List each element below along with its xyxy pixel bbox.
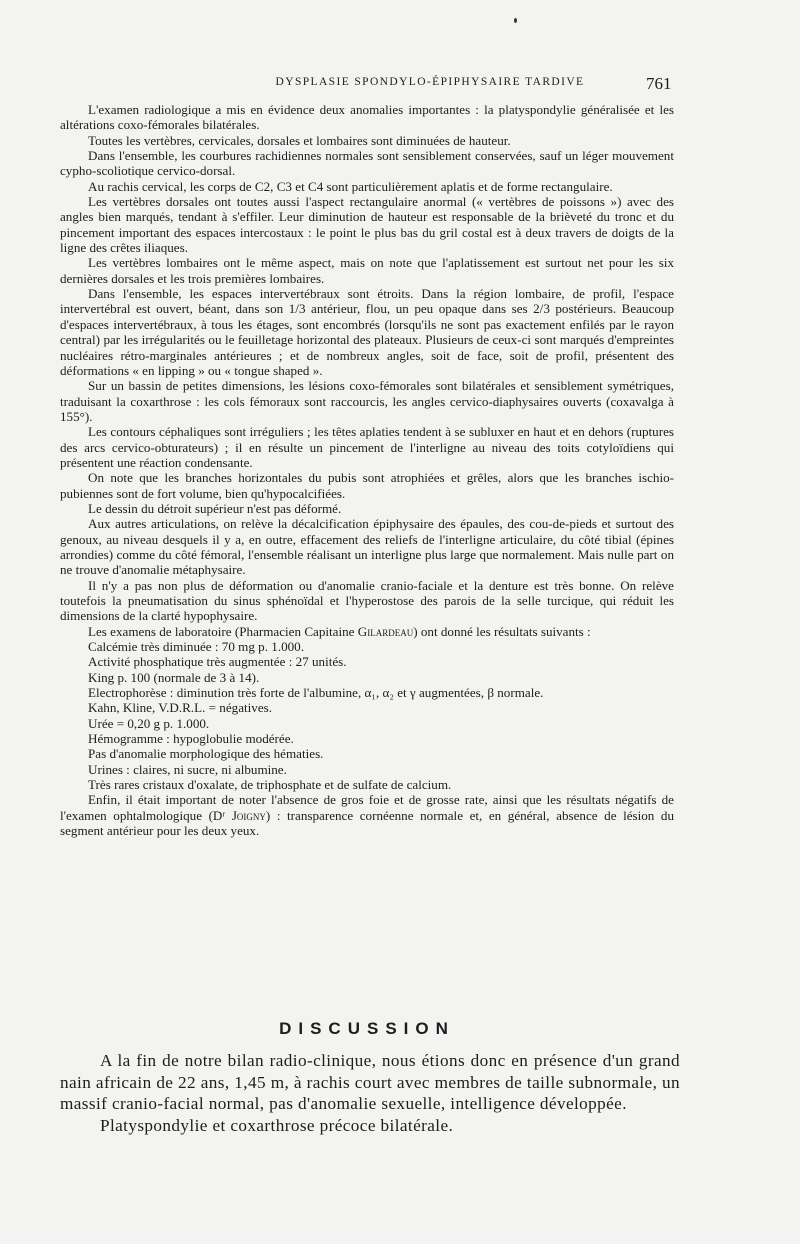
text-run: ) : transparence cornéenne normale et, en général, absence de lésion du segment antérieur pour les deux yeux. <box>60 807 674 839</box>
author-name: Gilardeau <box>357 623 414 639</box>
paragraph: Toutes les vertèbres, cervicales, dorsales et lombaires sont diminuées de hauteur. <box>88 132 511 148</box>
paragraph <box>60 792 674 838</box>
lab-result: Calcémie très diminuée : 70 mg p. 1.000. <box>88 639 305 655</box>
running-header: DYSPLASIE SPONDYLO-ÉPIPHYSAIRE TARDIVE <box>275 76 585 88</box>
discussion-body <box>60 1050 680 1136</box>
lab-result: Pas d'anomalie morphologique des hématies. <box>88 746 324 762</box>
paragraph: Aux autres articulations, on relève la décalcification épiphysaire des épaules, des cou-de-pieds et surtout des genoux, au niveau desquels il y a, en outre, effacement des reliefs de l'interligne articulaire, du côté tibial (épines arrondies) comme du côté fémoral, l'ensemble réalisant un interligne plus large que normalement. Mais nulle part on ne trouve d'anomalie métaphysaire. <box>60 516 674 578</box>
paragraph: Les contours céphaliques sont irréguliers ; les têtes aplaties tendent à se subluxer en haut et en dehors (ruptures des arcs cervico-obturateurs) ; il en résulte un pincement de l'interligne au niveau des toits cotyloïdiens qui présentent une réaction condensante. <box>60 424 674 470</box>
author-name: Joigny <box>231 807 266 823</box>
paragraph: L'examen radiologique a mis en évidence deux anomalies importantes : la platyspondylie généralisée et les altérations coxo-fémorales bilatérales. <box>60 102 674 133</box>
paragraph: Dans l'ensemble, les espaces intervertébraux sont étroits. Dans la région lombaire, de profil, l'espace intervertébral est ouvert, béant, dans son 1/3 antérieur, flou, un peu opaque dans ses 2/3 postérieurs. Beaucoup d'espaces intervertébraux, à tous les étages, sont encombrés (lorsqu'ils ne sont pas exactement enfilés par le rayon central) par les irrégularités ou le feuilletage horizontal des plateaux. Plusieurs de ceux-ci sont marqués d'empreintes nucléaires rétro-marginales antérieures ; et de nombreux angles, soit de face, soit de profil, présentent des déformations « en lipping » ou « tongue shaped ». <box>60 286 674 378</box>
paragraph <box>60 624 674 639</box>
lab-result: Urée = 0,20 g p. 1.000. <box>88 715 210 731</box>
paragraph: Le dessin du détroit supérieur n'est pas déformé. <box>88 500 342 516</box>
lab-result: King p. 100 (normale de 3 à 14). <box>88 669 260 685</box>
paragraph: Au rachis cervical, les corps de C2, C3 et C4 sont particulièrement aplatis et de forme rectangulaire. <box>88 178 613 194</box>
lab-result: Kahn, Kline, V.D.R.L. = négatives. <box>88 700 273 716</box>
article-body <box>60 102 674 839</box>
paragraph: Sur un bassin de petites dimensions, les lésions coxo-fémorales sont bilatérales et sensiblement symétriques, traduisant la coxarthrose : les cols fémoraux sont raccourcis, les angles cervico-diaphysaires ouverts (coxavalga à 155°). <box>60 378 674 424</box>
paragraph: Dans l'ensemble, les courbures rachidiennes normales sont sensiblement conservées, sauf un léger mouvement cypho-scoliotique cervico-dorsal. <box>60 148 674 179</box>
section-heading: DISCUSSION <box>279 1019 455 1038</box>
paragraph: Platyspondylie et coxarthrose précoce bilatérale. <box>100 1115 454 1135</box>
lab-result: Activité phosphatique très augmentée : 27 unités. <box>88 654 347 670</box>
paragraph: Les vertèbres dorsales ont toutes aussi l'aspect rectangulaire anormal (« vertèbres de poissons ») avec des angles bien marqués, tendant à s'effiler. Leur diminution de hauteur est responsable de la brièveté du tronc et du pincement important des espaces intercostaux : le point le plus bas du gril costal est à deux travers de doigts de la ligne des crêtes iliaques. <box>60 194 674 256</box>
page-number: 761 <box>646 74 672 93</box>
paragraph: Il n'y a pas non plus de déformation ou d'anomalie cranio-faciale et la denture est très bonne. On relève toutefois la pneumatisation du sinus sphénoïdal et l'hyperostose des parois de la selle turcique, qui réduit les dimensions de la clarté hypophysaire. <box>60 577 674 624</box>
lab-result: Urines : claires, ni sucre, ni albumine. <box>88 761 287 777</box>
paragraph: A la fin de notre bilan radio-clinique, nous étions donc en présence d'un grand nain africain de 22 ans, 1,45 m, à rachis court avec membres de taille subnormale, un massif cranio-facial normal, pas d'anomalie sexuelle, intelligence développée. <box>60 1051 680 1113</box>
paragraph: Les vertèbres lombaires ont le même aspect, mais on note que l'aplatissement est surtout net pour les six dernières dorsales et les trois premières lombaires. <box>60 255 674 286</box>
print-speck <box>514 18 517 23</box>
text-run: ) ont donné les résultats suivants : <box>413 623 591 639</box>
lab-result: Electrophorèse : diminution très forte de l'albumine, α₁, α₂ et γ augmentées, β normale. <box>88 685 544 701</box>
lab-result: Hémogramme : hypoglobulie modérée. <box>88 731 294 747</box>
lab-result: Très rares cristaux d'oxalate, de triphosphate et de sulfate de calcium. <box>88 777 452 793</box>
text-run: Les examens de laboratoire (Pharmacien Capitaine <box>88 623 358 639</box>
paragraph: On note que les branches horizontales du pubis sont atrophiées et grêles, alors que les branches ischio-pubiennes sont de fort volume, bien qu'hypocalcifiées. <box>60 470 674 501</box>
text-run: Enfin, il était important de noter l'absence de gros foie et de grosse rate, ainsi que les résultats négatifs de l'examen ophtalmologique (Dʳ <box>60 792 674 823</box>
